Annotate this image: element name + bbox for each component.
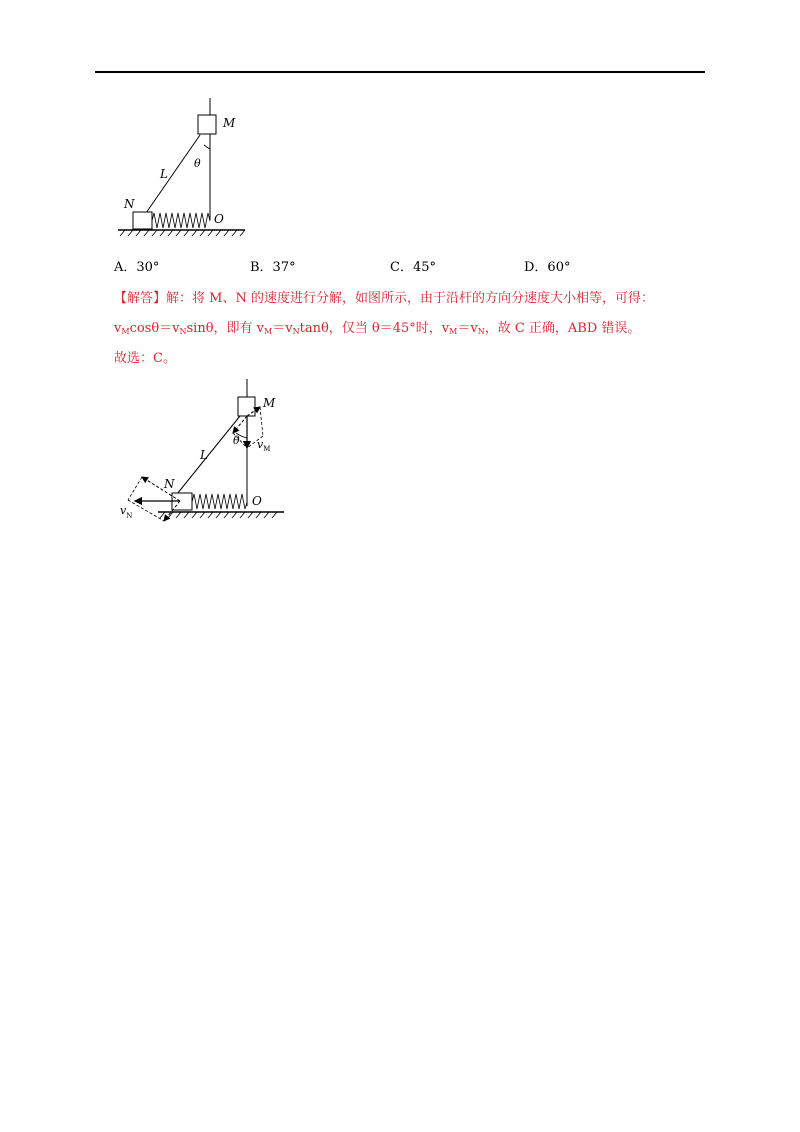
label-o: O xyxy=(252,494,262,508)
answer-text: 解：将 M、N 的速度进行分解，如图所示，由于沿杆的方向分速度大小相等，可得： xyxy=(166,291,654,306)
label-l: L xyxy=(160,167,168,181)
angle-theta-arc xyxy=(204,145,210,149)
label-n: N xyxy=(124,197,135,211)
spring xyxy=(152,213,210,228)
label-m: M xyxy=(223,116,236,130)
label-theta: θ xyxy=(233,434,240,447)
option-a: A．30° xyxy=(114,260,160,275)
ground-hatch xyxy=(120,230,245,236)
label-v-n: $v_N$ xyxy=(120,504,133,520)
header-rule xyxy=(95,71,705,73)
answer-label: 【解答】 xyxy=(114,291,167,306)
block-n xyxy=(133,212,152,229)
answer-conclusion: 故选：C。 xyxy=(114,351,176,366)
label-n: N xyxy=(164,477,175,491)
option-c: C．45° xyxy=(390,260,436,275)
solution-figure xyxy=(112,376,288,526)
rod-l xyxy=(177,416,240,494)
component-m-along-rod xyxy=(233,416,247,433)
answer-explanation-line1 xyxy=(114,287,654,306)
problem-figure xyxy=(112,95,252,240)
answer-explanation-line2: $v_M\cos\theta=v_N\sin\theta$，即有 $v_M=v_N\tan\theta$，仅当 θ＝45°时，$v_M=v_N$，故 C 正确，ABD 错误。 xyxy=(114,321,641,336)
block-m xyxy=(238,397,255,416)
label-l: L xyxy=(200,448,208,462)
spring xyxy=(192,494,247,509)
label-o: O xyxy=(214,212,224,226)
block-m xyxy=(198,115,216,134)
ground-hatch xyxy=(160,512,277,518)
rod-l xyxy=(146,135,200,213)
option-d: D．60° xyxy=(524,260,571,275)
label-theta: θ xyxy=(194,157,201,170)
label-m: M xyxy=(263,396,276,410)
option-b: B．37° xyxy=(250,260,296,275)
answer-options xyxy=(114,256,714,276)
label-v-m: $v_M$ xyxy=(257,438,271,453)
